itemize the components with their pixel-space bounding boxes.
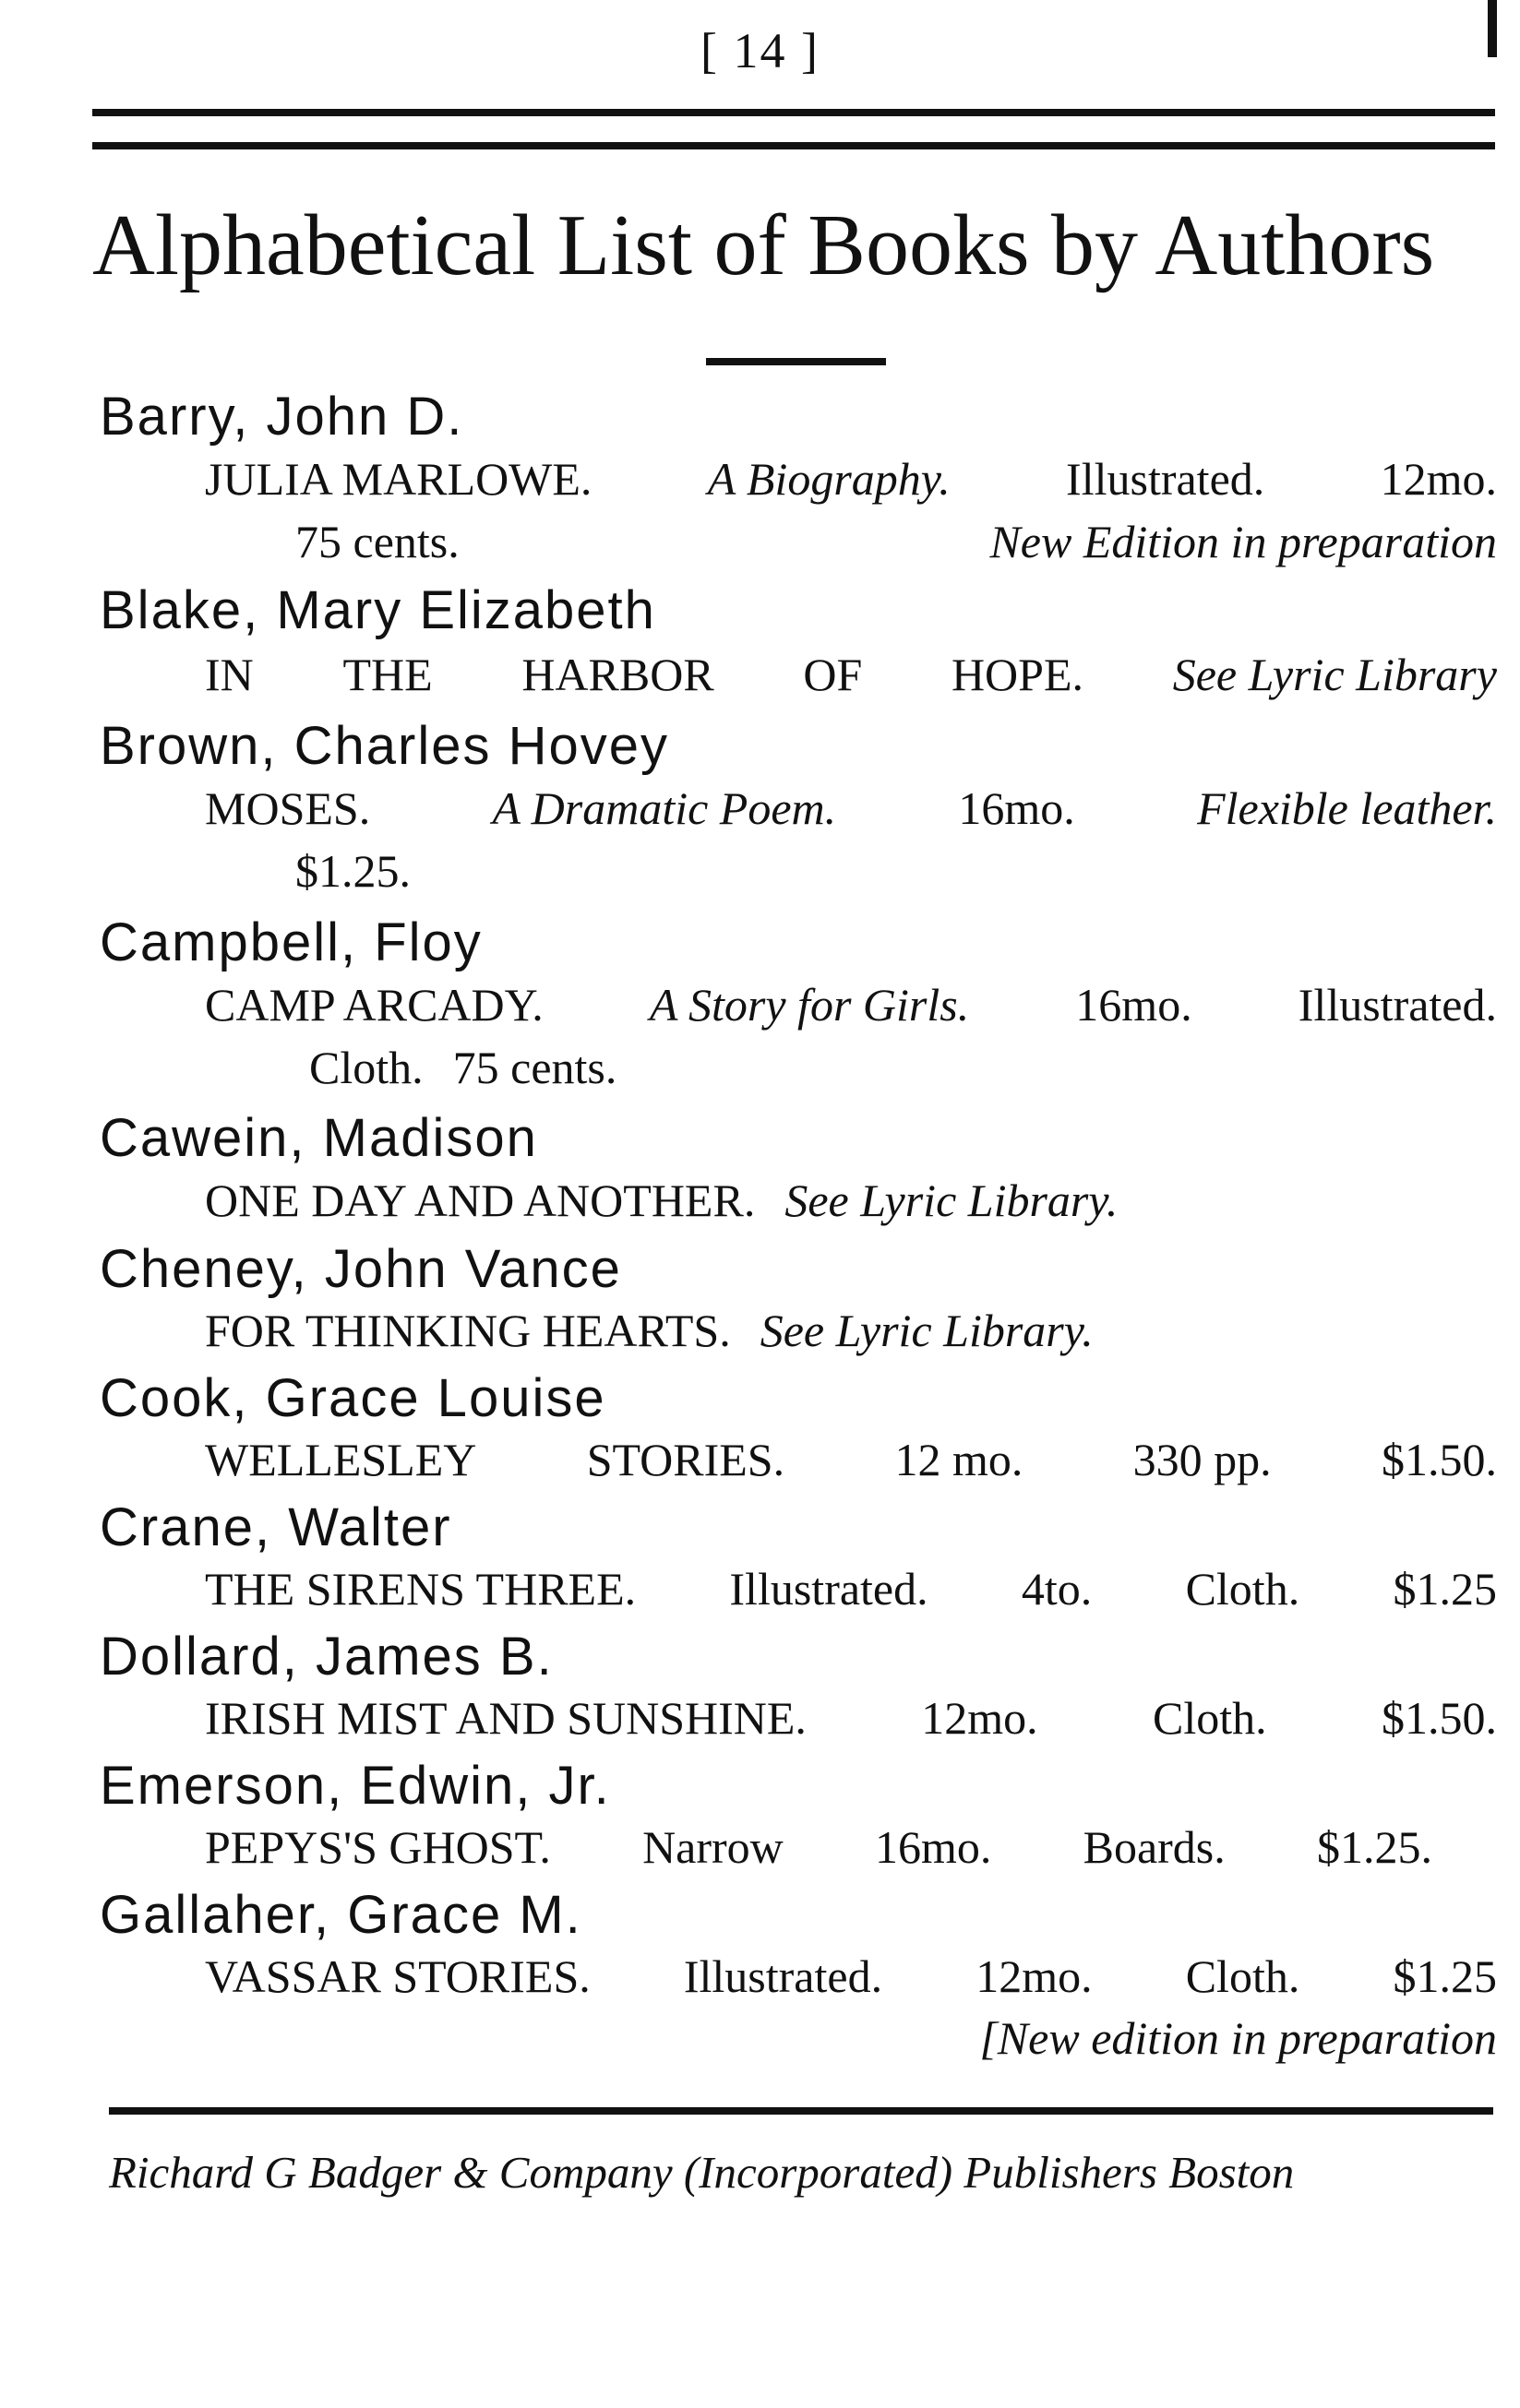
book-title: PEPYS'S GHOST. bbox=[205, 1821, 551, 1873]
book-line bbox=[295, 844, 1497, 898]
book-line bbox=[205, 452, 1497, 506]
book-title: IRISH MIST AND SUNSHINE. bbox=[205, 1692, 807, 1744]
book-price: 75 cents. bbox=[452, 1042, 617, 1093]
page-number: [ 14 ] bbox=[700, 23, 820, 78]
book-detail: Illustrated. bbox=[1298, 979, 1497, 1031]
author-name: Cawein, Madison bbox=[100, 1108, 538, 1168]
book-format: 12mo. bbox=[1380, 453, 1497, 505]
book-title-word: STORIES. bbox=[586, 1434, 785, 1485]
book-title: VASSAR STORIES. bbox=[205, 1950, 591, 2002]
book-line bbox=[295, 515, 1497, 568]
book-title: FOR THINKING HEARTS. bbox=[205, 1305, 731, 1356]
book-line bbox=[205, 781, 1497, 835]
book-title-word: WELLESLEY bbox=[205, 1434, 477, 1485]
book-format: 12mo. bbox=[975, 1950, 1093, 2002]
author-name: Cheney, John Vance bbox=[100, 1239, 622, 1299]
author-name: Gallaher, Grace M. bbox=[100, 1885, 582, 1945]
book-price: 75 cents. bbox=[295, 516, 460, 567]
author-name: Cook, Grace Louise bbox=[100, 1368, 606, 1428]
author-name: Campbell, Floy bbox=[100, 912, 483, 972]
book-format: 16mo. bbox=[874, 1821, 992, 1873]
book-line bbox=[205, 1562, 1497, 1615]
book-title: THE SIRENS THREE. bbox=[205, 1563, 637, 1615]
book-line bbox=[309, 1041, 1497, 1094]
book-pages: 330 pp. bbox=[1132, 1434, 1272, 1485]
publisher-footer: Richard G Badger & Company (Incorporated) Publishers Boston bbox=[109, 2147, 1295, 2198]
bottom-rule bbox=[109, 2107, 1493, 2115]
author-name: Emerson, Edwin, Jr. bbox=[100, 1756, 611, 1816]
title-divider bbox=[706, 358, 886, 365]
author-name: Crane, Walter bbox=[100, 1497, 452, 1557]
edition-note: New Edition in preparation bbox=[989, 516, 1497, 567]
book-subtitle: A Dramatic Poem. bbox=[492, 782, 837, 834]
book-format: 12 mo. bbox=[894, 1434, 1023, 1485]
author-name: Dollard, James B. bbox=[100, 1627, 554, 1687]
book-format: 12mo. bbox=[921, 1692, 1038, 1744]
author-name: Blake, Mary Elizabeth bbox=[100, 580, 656, 640]
book-binding: Flexible leather. bbox=[1197, 782, 1497, 834]
cross-reference: See Lyric Library. bbox=[760, 1305, 1094, 1356]
page-title: Alphabetical List of Books by Authors bbox=[92, 197, 1435, 293]
top-rule-second bbox=[92, 142, 1495, 149]
book-detail: Illustrated. bbox=[1066, 453, 1265, 505]
book-title: CAMP ARCADY. bbox=[205, 979, 544, 1031]
book-binding: Cloth. bbox=[1153, 1692, 1267, 1744]
book-line bbox=[205, 978, 1497, 1031]
cross-reference: See Lyric Library bbox=[1172, 649, 1497, 700]
book-subtitle: A Biography. bbox=[707, 453, 951, 505]
book-subtitle: A Story for Girls. bbox=[649, 979, 970, 1031]
book-detail: Illustrated. bbox=[683, 1950, 883, 2002]
book-title-word: THE bbox=[342, 649, 433, 700]
book-title-word: OF bbox=[803, 649, 863, 700]
top-rule bbox=[92, 109, 1495, 116]
book-format: 16mo. bbox=[958, 782, 1075, 834]
book-title: ONE DAY AND ANOTHER. bbox=[205, 1174, 756, 1226]
book-binding: Cloth. bbox=[1185, 1950, 1300, 2002]
book-line bbox=[205, 1820, 1432, 1874]
book-detail: Illustrated. bbox=[729, 1563, 928, 1615]
book-title-word: IN bbox=[205, 649, 254, 700]
book-price: $1.25. bbox=[295, 845, 411, 897]
book-price: $1.25 bbox=[1393, 1563, 1497, 1615]
book-title-word: HARBOR bbox=[521, 649, 714, 700]
author-name: Barry, John D. bbox=[100, 387, 464, 447]
book-price: $1.25. bbox=[1316, 1821, 1432, 1873]
book-title-word: HOPE. bbox=[951, 649, 1084, 700]
book-format: 4to. bbox=[1021, 1563, 1093, 1615]
book-binding: Cloth. bbox=[309, 1042, 424, 1093]
book-line bbox=[205, 648, 1497, 701]
book-line bbox=[205, 1691, 1497, 1745]
edition-note: [New edition in preparation bbox=[979, 2012, 1497, 2064]
cross-reference: See Lyric Library. bbox=[784, 1174, 1119, 1226]
book-line bbox=[205, 1174, 1497, 1227]
book-format: 16mo. bbox=[1075, 979, 1192, 1031]
book-price: $1.50. bbox=[1381, 1692, 1497, 1744]
book-price: $1.25 bbox=[1393, 1950, 1497, 2002]
author-name: Brown, Charles Hovey bbox=[100, 716, 669, 776]
book-title: JULIA MARLOWE. bbox=[205, 453, 592, 505]
book-line bbox=[205, 1304, 1497, 1357]
book-line bbox=[205, 1433, 1497, 1486]
book-binding: Boards. bbox=[1083, 1821, 1226, 1873]
book-detail: Narrow bbox=[642, 1821, 784, 1873]
book-line bbox=[205, 1949, 1497, 2003]
book-binding: Cloth. bbox=[1185, 1563, 1300, 1615]
book-title: MOSES. bbox=[205, 782, 371, 834]
book-price: $1.50. bbox=[1382, 1434, 1497, 1485]
page-edge-mark bbox=[1488, 0, 1497, 57]
book-line bbox=[205, 2011, 1497, 2065]
